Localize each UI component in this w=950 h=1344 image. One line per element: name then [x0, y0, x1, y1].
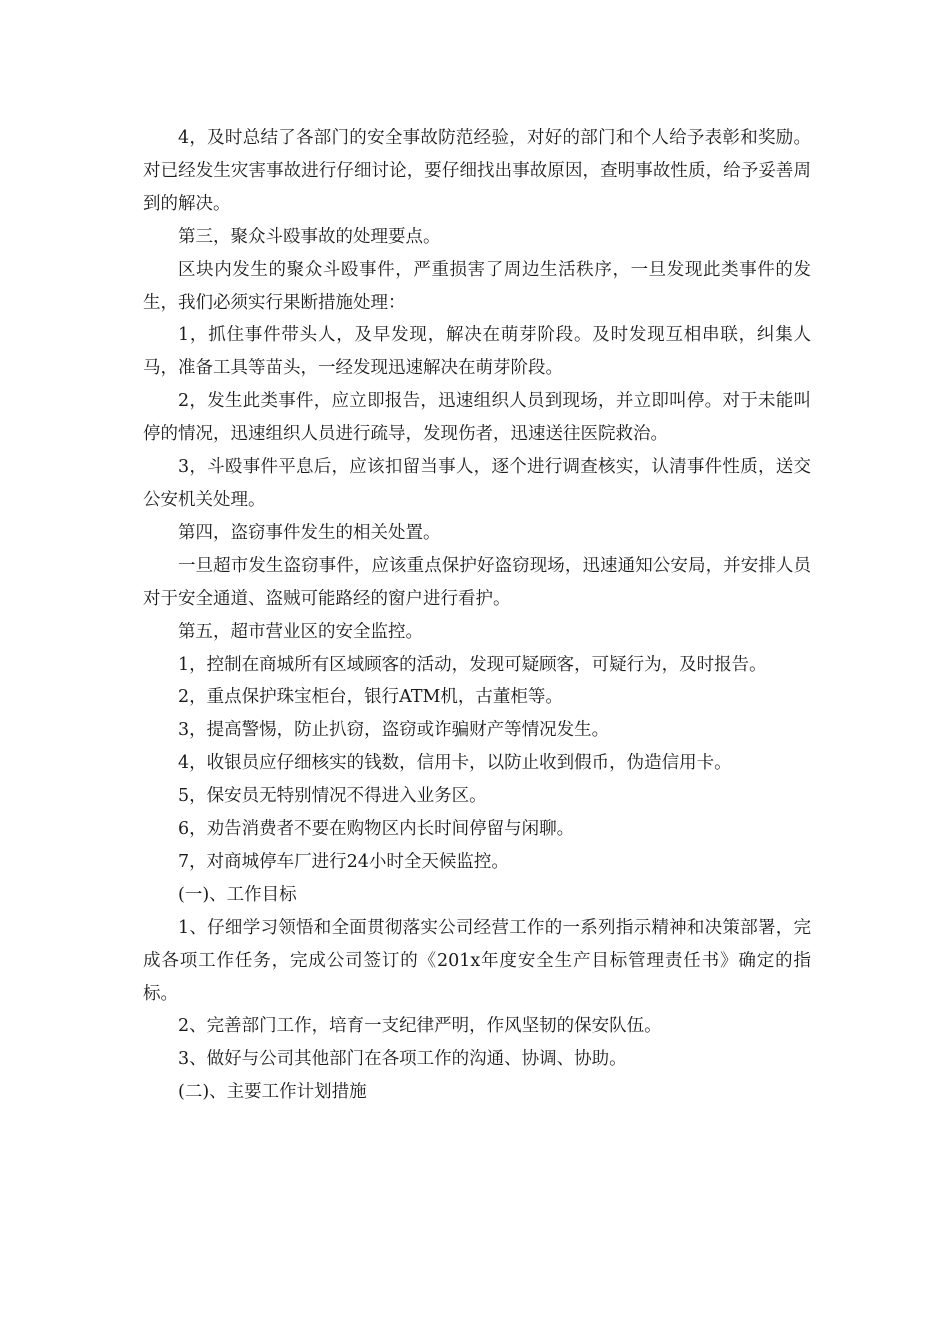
paragraph: 2，重点保护珠宝柜台，银行ATM机，古董柜等。 [178, 687, 563, 708]
document-body [143, 122, 811, 1109]
paragraph: 6，劝告消费者不要在购物区内长时间停留与闲聊。 [178, 819, 575, 840]
paragraph: 一旦超市发生盗窃事件，应该重点保护好盗窃现场，迅速通知公安局，并安排人员对于安全通道、盗贼可能路经的窗户进行看护。 [143, 555, 811, 609]
paragraph: 3、做好与公司其他部门在各项工作的沟通、协调、协助。 [178, 1049, 627, 1070]
paragraph: 4，收银员应仔细核实的钱数，信用卡，以防止收到假币，伪造信用卡。 [178, 753, 732, 774]
paragraph: 5，保安员无特别情况不得进入业务区。 [178, 786, 487, 807]
paragraph: 4，及时总结了各部门的安全事故防范经验，对好的部门和个人给予表彰和奖励。对已经发生灾害事故进行仔细讨论，要仔细找出事故原因，查明事故性质，给予妥善周到的解决。 [143, 128, 811, 214]
section-heading: (一)、工作目标 [178, 884, 297, 905]
paragraph: 1、仔细学习领悟和全面贯彻落实公司经营工作的一系列指示精神和决策部署，完成各项工作任务，完成公司签订的《201x年度安全生产目标管理责任书》确定的指标。 [143, 917, 811, 1004]
section-heading: 第三，聚众斗殴事故的处理要点。 [178, 226, 441, 247]
paragraph: 1，抓住事件带头人，及早发现，解决在萌芽阶段。及时发现互相串联，纠集人马，准备工具等苗头，一经发现迅速解决在萌芽阶段。 [143, 325, 811, 379]
section-heading: 第四，盗窃事件发生的相关处置。 [178, 522, 441, 543]
paragraph: 2，发生此类事件，应立即报告，迅速组织人员到现场，并立即叫停。对于未能叫停的情况，迅速组织人员进行疏导，发现伤者，迅速送往医院救治。 [143, 391, 811, 445]
section-heading: (二)、主要工作计划措施 [178, 1082, 367, 1103]
paragraph: 2、完善部门工作，培育一支纪律严明，作风坚韧的保安队伍。 [178, 1016, 662, 1037]
paragraph: 3，斗殴事件平息后，应该扣留当事人，逐个进行调查核实，认清事件性质，送交公安机关处理。 [143, 457, 811, 510]
paragraph: 3，提高警惕，防止扒窃，盗窃或诈骗财产等情况发生。 [178, 720, 610, 741]
paragraph: 7，对商城停车厂进行24小时全天候监控。 [178, 851, 509, 872]
paragraph: 1，控制在商城所有区域顾客的活动，发现可疑顾客，可疑行为，及时报告。 [178, 654, 767, 675]
paragraph: 区块内发生的聚众斗殴事件，严重损害了周边生活秩序，一旦发现此类事件的发生，我们必须实行果断措施处理： [143, 259, 811, 313]
section-heading: 第五，超市营业区的安全监控。 [178, 621, 423, 642]
